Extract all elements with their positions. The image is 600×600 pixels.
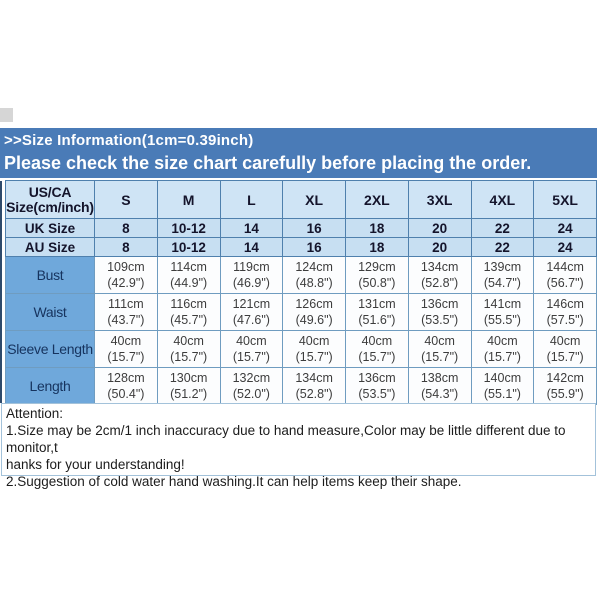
inch-value: (15.7") <box>358 350 396 364</box>
cm-value: 40cm <box>236 334 267 348</box>
cm-value: 40cm <box>424 334 455 348</box>
size-col-header-l: L <box>220 181 283 219</box>
sleeve-cell <box>283 331 346 368</box>
cm-value: 129cm <box>358 260 396 274</box>
size-col-header-4xl: 4XL <box>471 181 534 219</box>
length-row <box>6 368 597 405</box>
inch-value: (15.7") <box>295 350 333 364</box>
au-size-value: 8 <box>95 238 158 257</box>
bust-cell <box>471 257 534 294</box>
inch-value: (50.4") <box>107 387 145 401</box>
sleeve-cell <box>534 331 597 368</box>
uk-size-value: 20 <box>408 219 471 238</box>
uk-size-value: 18 <box>346 219 409 238</box>
table-header-row <box>6 181 597 219</box>
attention-title: Attention: <box>6 406 64 421</box>
inch-value: (52.8") <box>295 387 333 401</box>
size-col-header-3xl: 3XL <box>408 181 471 219</box>
inch-value: (48.8") <box>295 276 333 290</box>
inch-value: (46.9") <box>232 276 270 290</box>
left-border-strip <box>0 181 2 403</box>
bust-row <box>6 257 597 294</box>
size-col-header-5xl: 5XL <box>534 181 597 219</box>
cm-value: 119cm <box>233 260 270 274</box>
bust-cell <box>346 257 409 294</box>
inch-value: (45.7") <box>170 313 208 327</box>
size-chart-table <box>5 180 597 405</box>
bust-cell <box>157 257 220 294</box>
cm-value: 40cm <box>298 334 330 348</box>
cm-value: 40cm <box>110 334 142 348</box>
inch-value: (15.7") <box>421 350 459 364</box>
sleeve-cell <box>220 331 283 368</box>
cm-value: 140cm <box>483 371 522 385</box>
inch-value: (57.5") <box>546 313 584 327</box>
waist-cell <box>95 294 158 331</box>
cm-value: 131cm <box>358 297 396 311</box>
cm-value: 124cm <box>295 260 333 274</box>
cm-value: 142cm <box>546 371 584 385</box>
au-size-value: 22 <box>471 238 534 257</box>
cm-value: 121cm <box>232 297 271 311</box>
inch-value: (44.9") <box>170 276 208 290</box>
waist-cell <box>157 294 220 331</box>
bust-cell <box>408 257 471 294</box>
inch-value: (15.7") <box>483 350 521 364</box>
inch-value: (56.7") <box>546 276 584 290</box>
size-info-banner <box>0 128 597 178</box>
sleeve-length-label: Sleeve Length <box>6 331 95 368</box>
inch-value: (42.9") <box>107 276 145 290</box>
waist-cell <box>283 294 346 331</box>
sleeve-cell <box>157 331 220 368</box>
attention-line: 1.Size may be 2cm/1 inch inaccuracy due to hand measure,Color may be little different due to monitor,t <box>6 423 566 455</box>
cm-value: 40cm <box>549 334 581 348</box>
sleeve-length-row <box>6 331 597 368</box>
au-size-value: 14 <box>220 238 283 257</box>
attention-line: 2.Suggestion of cold water hand washing.It can help items keep their shape. <box>6 474 462 489</box>
waist-cell <box>346 294 409 331</box>
uk-size-value: 8 <box>95 219 158 238</box>
attention-line: hanks for your understanding! <box>6 457 185 472</box>
waist-cell <box>408 294 471 331</box>
inch-value: (51.6") <box>358 313 396 327</box>
cm-value: 132cm <box>232 371 271 385</box>
length-cell <box>408 368 471 405</box>
length-cell <box>471 368 534 405</box>
cm-value: 40cm <box>487 334 518 348</box>
bust-label: Bust <box>6 257 95 294</box>
inch-value: (54.3") <box>421 387 459 401</box>
cm-value: 114cm <box>170 260 207 274</box>
length-label: Length <box>6 368 95 405</box>
sleeve-cell <box>346 331 409 368</box>
waist-cell <box>471 294 534 331</box>
inch-value: (53.5") <box>421 313 459 327</box>
uk-size-value: 24 <box>534 219 597 238</box>
waist-row <box>6 294 597 331</box>
attention-note <box>1 403 596 489</box>
uk-size-value: 22 <box>471 219 534 238</box>
inch-value: (49.6") <box>295 313 333 327</box>
inch-value: (51.2") <box>170 387 208 401</box>
inch-value: (47.6") <box>232 313 270 327</box>
length-cell <box>534 368 597 405</box>
cm-value: 111cm <box>108 297 144 311</box>
inch-value: (55.1") <box>483 387 521 401</box>
size-col-header-xl: XL <box>283 181 346 219</box>
waist-label: Waist <box>6 294 95 331</box>
length-cell <box>157 368 220 405</box>
uk-size-value: 10-12 <box>157 219 220 238</box>
sleeve-cell <box>471 331 534 368</box>
inch-value: (55.9") <box>546 387 584 401</box>
inch-value: (50.8") <box>358 276 396 290</box>
inch-value: (15.7") <box>107 350 145 364</box>
uk-size-value: 16 <box>283 219 346 238</box>
cm-value: 134cm <box>420 260 459 274</box>
cm-value: 40cm <box>173 334 204 348</box>
cm-value: 141cm <box>483 297 522 311</box>
cm-value: 116cm <box>170 297 207 311</box>
cm-value: 144cm <box>546 260 584 274</box>
au-size-label: AU Size <box>6 238 95 257</box>
au-size-value: 16 <box>283 238 346 257</box>
uk-size-label: UK Size <box>6 219 95 238</box>
bust-cell <box>534 257 597 294</box>
inch-value: (15.7") <box>232 350 270 364</box>
cm-value: 136cm <box>358 371 396 385</box>
uk-size-row <box>6 219 597 238</box>
cm-value: 40cm <box>361 334 393 348</box>
au-size-value: 20 <box>408 238 471 257</box>
cm-value: 146cm <box>546 297 584 311</box>
size-col-header-s: S <box>95 181 158 219</box>
cm-value: 136cm <box>420 297 459 311</box>
uk-size-value: 14 <box>220 219 283 238</box>
inch-value: (53.5") <box>358 387 396 401</box>
sleeve-cell <box>95 331 158 368</box>
cm-value: 139cm <box>483 260 522 274</box>
cm-value: 130cm <box>169 371 208 385</box>
inch-value: (43.7") <box>107 313 145 327</box>
inch-value: (52.0") <box>232 387 270 401</box>
inch-value: (54.7") <box>483 276 521 290</box>
au-size-value: 24 <box>534 238 597 257</box>
length-cell <box>346 368 409 405</box>
bust-cell <box>283 257 346 294</box>
cm-value: 109cm <box>107 260 145 274</box>
length-cell <box>220 368 283 405</box>
size-col-header-m: M <box>157 181 220 219</box>
cm-value: 138cm <box>420 371 459 385</box>
corner-header-cell: US/CA Size(cm/inch) <box>6 181 95 219</box>
length-cell <box>95 368 158 405</box>
au-size-row <box>6 238 597 257</box>
bust-cell <box>220 257 283 294</box>
bust-cell <box>95 257 158 294</box>
cm-value: 128cm <box>107 371 145 385</box>
inch-value: (55.5") <box>483 313 521 327</box>
corner-notch-mark <box>0 108 13 122</box>
waist-cell <box>534 294 597 331</box>
au-size-value: 18 <box>346 238 409 257</box>
size-col-header-2xl: 2XL <box>346 181 409 219</box>
inch-value: (15.7") <box>546 350 584 364</box>
banner-subtitle: Please check the size chart carefully before placing the order. <box>4 153 532 173</box>
au-size-value: 10-12 <box>157 238 220 257</box>
inch-value: (15.7") <box>170 350 208 364</box>
banner-title: >>Size Information(1cm=0.39inch) <box>4 132 254 149</box>
cm-value: 134cm <box>295 371 333 385</box>
sleeve-cell <box>408 331 471 368</box>
inch-value: (52.8") <box>421 276 459 290</box>
length-cell <box>283 368 346 405</box>
waist-cell <box>220 294 283 331</box>
cm-value: 126cm <box>295 297 333 311</box>
